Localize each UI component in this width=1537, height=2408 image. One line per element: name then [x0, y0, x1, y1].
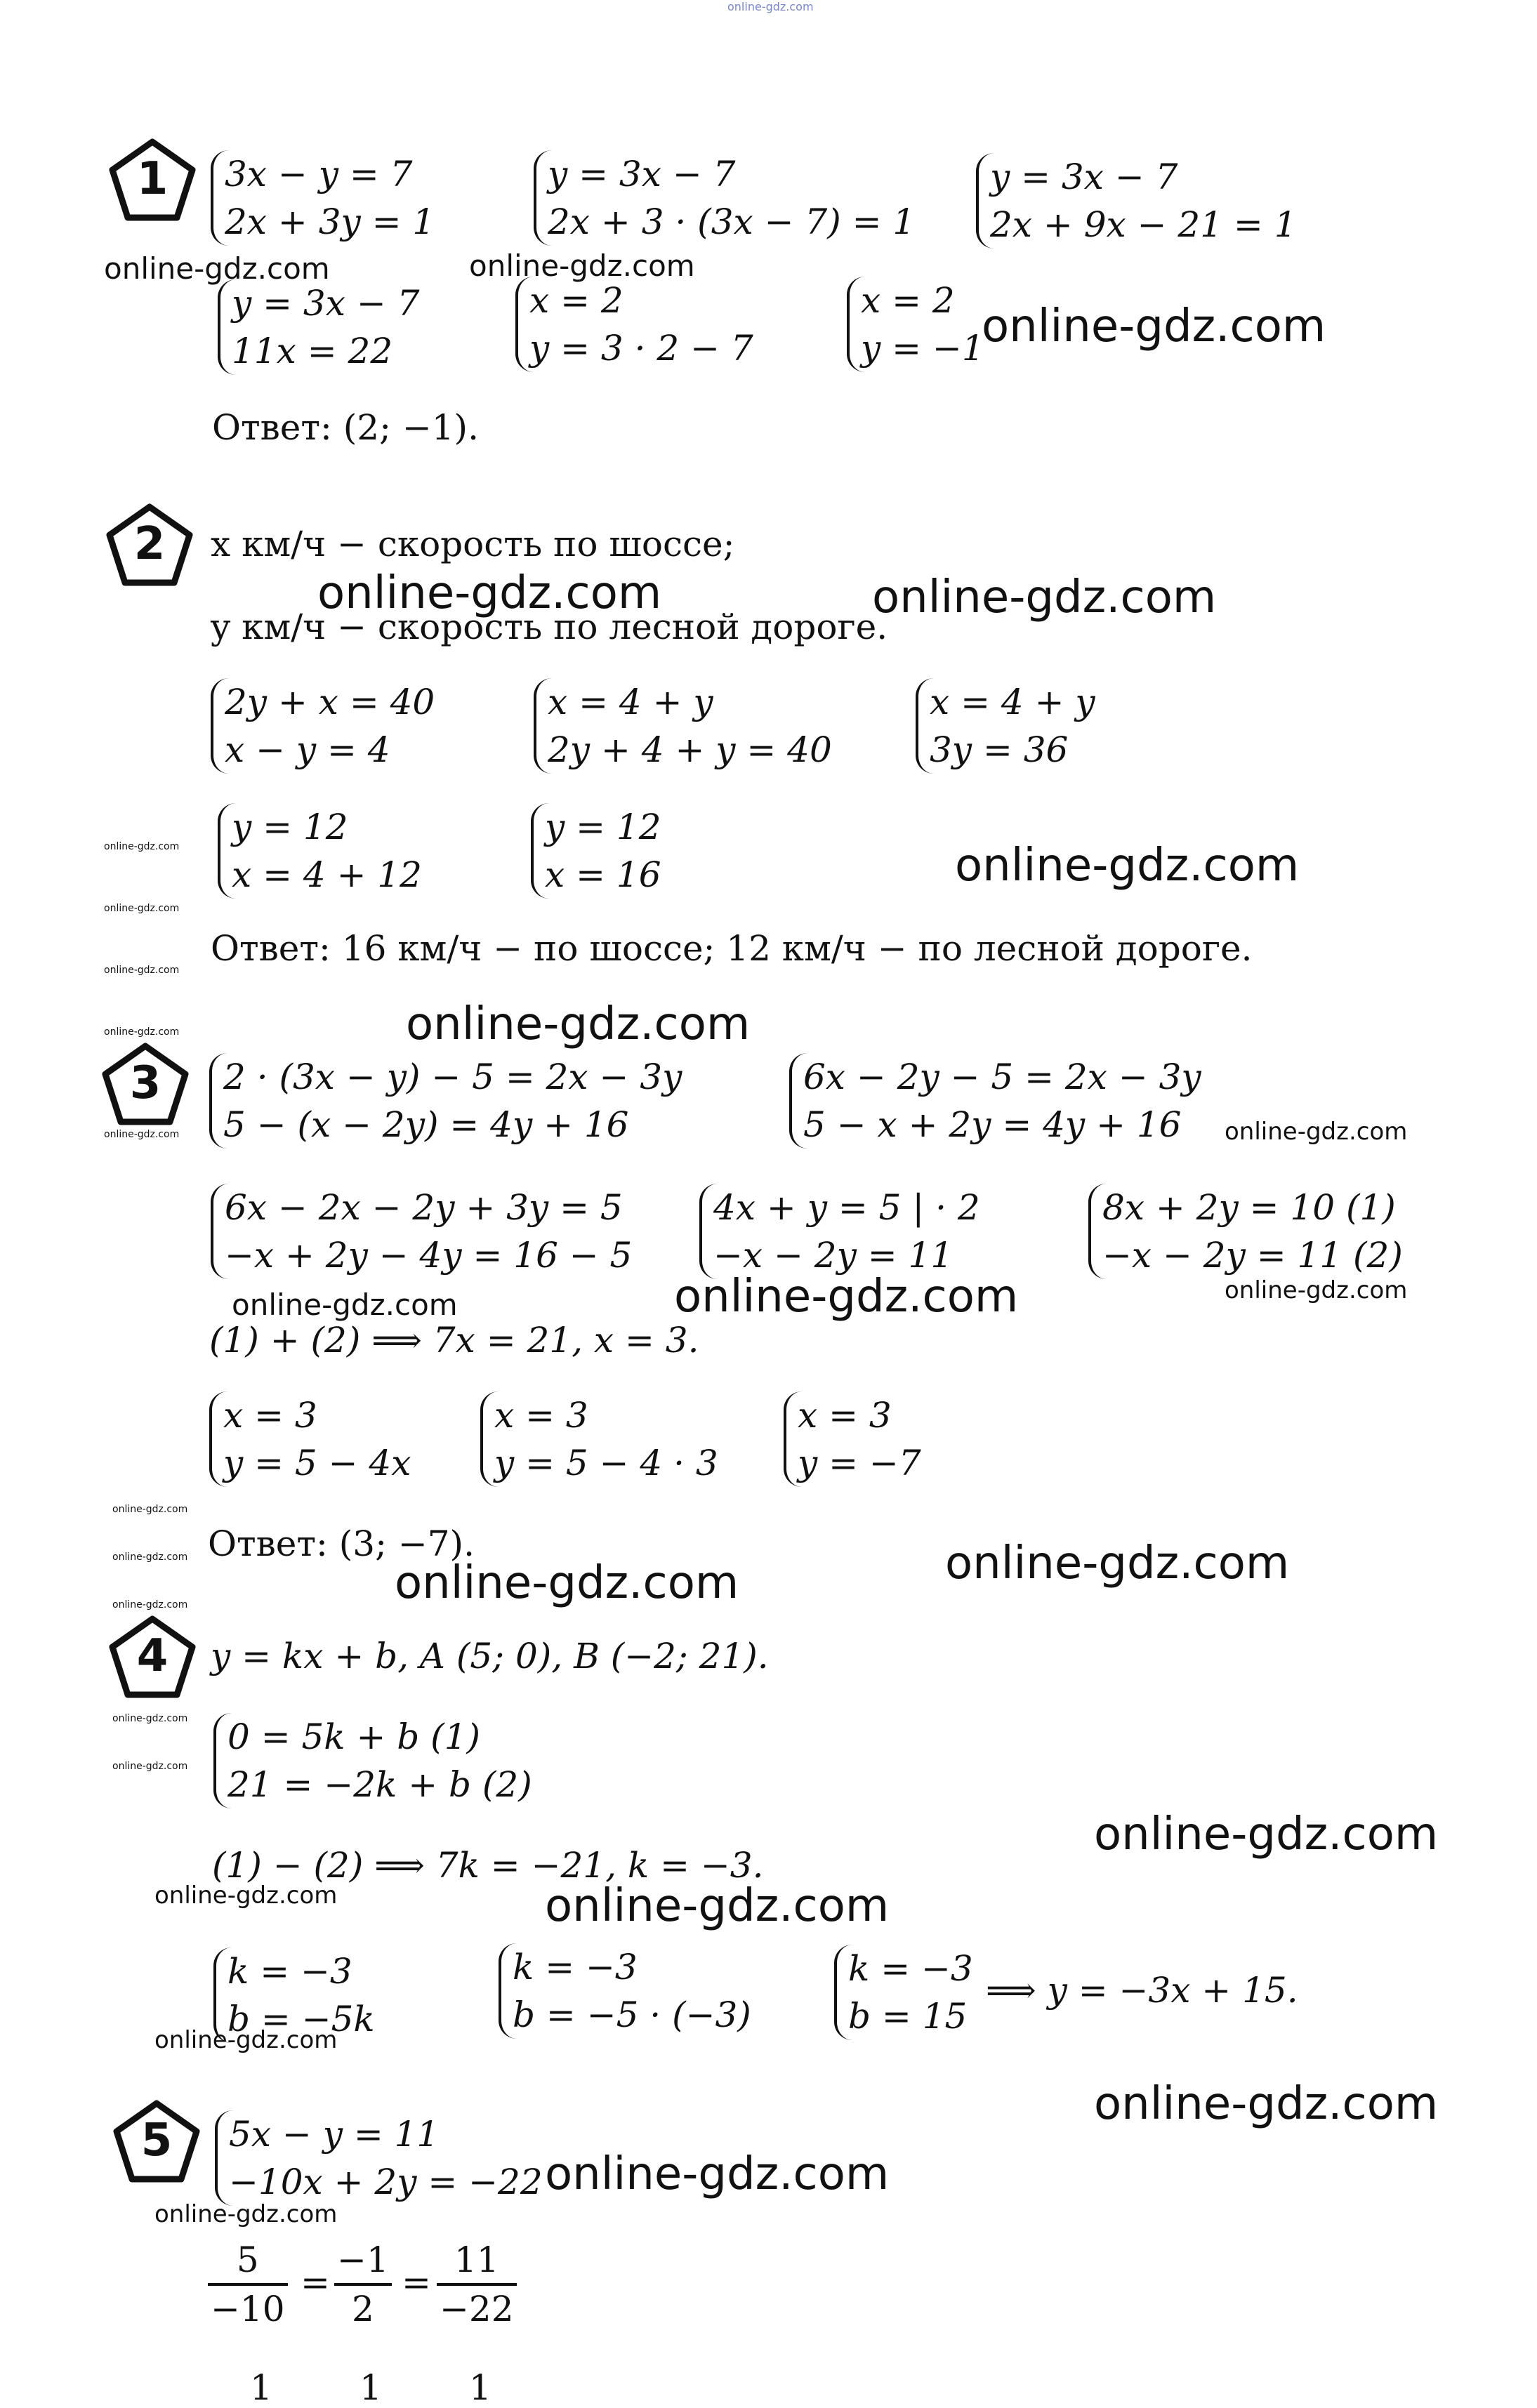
- equation-line: −x − 2y = 11: [713, 1235, 954, 1276]
- equation-line: b = 15: [848, 1996, 968, 2037]
- task-1-badge: [108, 138, 197, 222]
- equation-line: b = −5k: [227, 1999, 375, 2039]
- watermark: online-gdz.com: [1094, 2078, 1439, 2130]
- task-3-system-4: [699, 1184, 980, 1279]
- equation-line: k = −3: [513, 1947, 638, 1987]
- equation-line: y = 5 − 4 · 3: [494, 1443, 718, 1483]
- equation-line: −10x + 2y = −22: [229, 2162, 543, 2202]
- task-2-system-4: [218, 803, 422, 899]
- task-3-system-8: [784, 1391, 921, 1487]
- task-4-badge: [108, 1615, 197, 1699]
- equation-line: x = 2: [861, 280, 955, 321]
- task-2-answer: Ответ: 16 км/ч − по шоссе; 12 км/ч − по лесной дороге.: [211, 928, 1253, 969]
- watermark: online-gdz.com: [154, 2200, 338, 2228]
- watermark: online-gdz.com: [945, 1537, 1290, 1589]
- equation-line: 8x + 2y = 10 (1): [1102, 1187, 1396, 1228]
- equation-line: y = −7: [798, 1443, 921, 1483]
- equation-line: −x + 2y − 4y = 16 − 5: [225, 1235, 633, 1276]
- watermark: online-gdz.com: [154, 1881, 338, 1910]
- top-watermark: online-gdz.com: [727, 0, 814, 13]
- equation-line: y = 3x − 7: [990, 157, 1178, 197]
- task-4-number: 4: [136, 1630, 169, 1682]
- equation-line: x = 3: [223, 1395, 317, 1436]
- denominator: −22: [440, 2289, 514, 2329]
- equation-line: y = 3x − 7: [232, 283, 420, 324]
- watermark: online-gdz.com: [317, 567, 662, 619]
- task-2-system-3: [916, 678, 1095, 774]
- equation-line: 3x − y = 7: [225, 154, 413, 194]
- task-3-system-6: [209, 1391, 411, 1487]
- watermark-small: online-gdz.com: [112, 1713, 188, 1724]
- equation-line: 2x + 9x − 21 = 1: [990, 204, 1297, 245]
- task-3-badge: [101, 1042, 190, 1126]
- partial-numerator: 1: [250, 2367, 272, 2408]
- watermark: online-gdz.com: [406, 998, 751, 1050]
- watermark: online-gdz.com: [955, 840, 1300, 892]
- equation-line: 5x − y = 11: [229, 2114, 440, 2155]
- watermark-small: online-gdz.com: [104, 1129, 180, 1140]
- equation-line: y = −1: [861, 328, 984, 369]
- task-3-answer: Ответ: (3; −7).: [208, 1523, 475, 1564]
- task-4-system-4: [834, 1945, 973, 2040]
- task-1-system-4: [218, 279, 419, 375]
- task-3-system-1: [209, 1053, 682, 1149]
- denominator: −10: [211, 2289, 285, 2329]
- task-4-system-3: [499, 1943, 751, 2039]
- equals-sign: =: [301, 2262, 330, 2303]
- task-4-given: y = kx + b, A (5; 0), B (−2; 21).: [211, 1636, 769, 1676]
- watermark: online-gdz.com: [154, 2026, 338, 2054]
- task-4-system-1: [213, 1713, 532, 1808]
- equation-line: x = 4 + 12: [232, 854, 422, 895]
- task-1-system-3: [976, 153, 1297, 249]
- fraction-2: [334, 2237, 392, 2332]
- equation-line: 11x = 22: [232, 331, 393, 371]
- watermark: online-gdz.com: [545, 1880, 890, 1932]
- watermark-small: online-gdz.com: [112, 1552, 188, 1563]
- equation-line: y = 3 · 2 − 7: [529, 328, 753, 369]
- task-1-system-6: [847, 277, 984, 372]
- numerator: −1: [334, 2237, 392, 2286]
- equation-line: y = 3x − 7: [548, 154, 736, 194]
- equals-sign: =: [402, 2262, 431, 2303]
- watermark-small: online-gdz.com: [112, 1504, 188, 1515]
- watermark: online-gdz.com: [1225, 1276, 1408, 1304]
- watermark-small: online-gdz.com: [112, 1599, 188, 1610]
- task-5-number: 5: [140, 2115, 173, 2166]
- equation-line: x = 4 + y: [930, 682, 1095, 722]
- equation-line: x = 3: [494, 1395, 588, 1436]
- task-3-system-7: [480, 1391, 718, 1487]
- watermark: online-gdz.com: [982, 300, 1326, 352]
- partial-numerator: 1: [359, 2367, 382, 2408]
- equation-line: x − y = 4: [225, 729, 390, 770]
- watermark: online-gdz.com: [872, 571, 1217, 623]
- equation-line: 2x + 3 · (3x − 7) = 1: [548, 201, 916, 242]
- task-2-system-2: [534, 678, 832, 774]
- equation-line: x = 4 + y: [548, 682, 713, 722]
- equation-line: y = 12: [545, 807, 661, 847]
- equation-line: 3y = 36: [930, 729, 1069, 770]
- numerator: 5: [208, 2237, 288, 2286]
- equation-line: 5 − x + 2y = 4y + 16: [803, 1104, 1182, 1145]
- watermark: online-gdz.com: [545, 2148, 890, 2200]
- equation-line: k = −3: [848, 1948, 973, 1989]
- equation-line: x = 3: [798, 1395, 892, 1436]
- equation-line: x = 16: [545, 854, 661, 895]
- equation-line: k = −3: [227, 1951, 352, 1992]
- watermark-small: online-gdz.com: [104, 903, 180, 914]
- task-1-system-1: [211, 150, 435, 246]
- equation-line: 2 · (3x − y) − 5 = 2x − 3y: [223, 1057, 682, 1097]
- equation-line: y = 5 − 4x: [223, 1443, 411, 1483]
- watermark-small: online-gdz.com: [104, 1026, 180, 1038]
- denominator: 2: [351, 2289, 374, 2329]
- task-2-badge: [105, 503, 194, 587]
- task-3-system-3: [211, 1184, 632, 1279]
- task-5-system-1: [215, 2110, 543, 2206]
- equation-line: 6x − 2x − 2y + 3y = 5: [225, 1187, 623, 1228]
- task-2-system-1: [211, 678, 435, 774]
- task-1-system-2: [534, 150, 915, 246]
- task-1-system-5: [515, 277, 753, 372]
- watermark: online-gdz.com: [395, 1557, 739, 1609]
- watermark-small: online-gdz.com: [112, 1761, 188, 1772]
- equation-line: 5 − (x − 2y) = 4y + 16: [223, 1104, 629, 1145]
- watermark-small: online-gdz.com: [104, 965, 180, 976]
- watermark: online-gdz.com: [674, 1271, 1019, 1323]
- task-3-system-2: [789, 1053, 1201, 1149]
- task-2-definition-x: x км/ч − скорость по шоссе;: [211, 524, 735, 564]
- equation-line: 6x − 2y − 5 = 2x − 3y: [803, 1057, 1201, 1097]
- task-1-number: 1: [136, 153, 169, 205]
- watermark-small: online-gdz.com: [104, 841, 180, 852]
- task-2-definition-y: y км/ч − скорость по лесной дороге.: [211, 607, 888, 647]
- watermark: online-gdz.com: [104, 251, 330, 286]
- task-4-result: ⟹ y = −3x + 15.: [986, 1970, 1298, 2011]
- fraction-1: [208, 2237, 288, 2332]
- equation-line: x = 2: [529, 280, 624, 321]
- equation-line: −x − 2y = 11 (2): [1102, 1235, 1403, 1276]
- watermark: online-gdz.com: [469, 249, 695, 283]
- watermark: online-gdz.com: [1225, 1118, 1408, 1146]
- watermark: online-gdz.com: [232, 1288, 458, 1322]
- equation-line: y = 12: [232, 807, 348, 847]
- equation-line: b = −5 · (−3): [513, 1994, 751, 2035]
- task-3-step: (1) + (2) ⟹ 7x = 21, x = 3.: [209, 1320, 699, 1361]
- equation-line: 2y + x = 40: [225, 682, 435, 722]
- task-4-step: (1) − (2) ⟹ 7k = −21, k = −3.: [212, 1845, 764, 1886]
- equation-line: 0 = 5k + b (1): [227, 1716, 481, 1757]
- partial-numerator: 1: [469, 2367, 492, 2408]
- fraction-3: [437, 2237, 517, 2332]
- equation-line: 4x + y = 5 | · 2: [713, 1187, 980, 1228]
- equation-line: 2x + 3y = 1: [225, 201, 435, 242]
- equation-line: 2y + 4 + y = 40: [548, 729, 832, 770]
- equation-line: 21 = −2k + b (2): [227, 1764, 532, 1805]
- task-3-number: 3: [129, 1057, 161, 1109]
- task-5-badge: [112, 2099, 201, 2183]
- task-1-answer: Ответ: (2; −1).: [212, 407, 479, 448]
- task-2-system-5: [531, 803, 661, 899]
- task-2-number: 2: [133, 518, 166, 570]
- numerator: 11: [437, 2237, 517, 2286]
- task-3-system-5: [1088, 1184, 1403, 1279]
- watermark: online-gdz.com: [1094, 1808, 1439, 1860]
